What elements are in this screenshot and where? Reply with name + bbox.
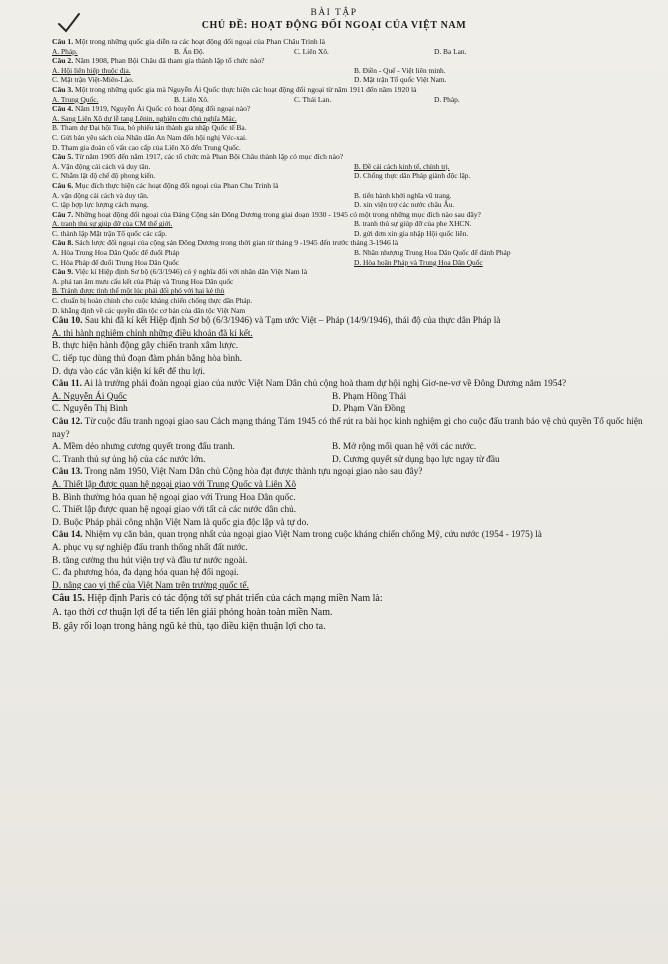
option-8d[interactable]: D. Hòa hoãn Pháp và Trung Hoa Dân Quốc bbox=[354, 257, 483, 267]
question-2: Câu 2. Năm 1908, Phan Bội Châu đã tham gia thành lập tổ chức nào? bbox=[52, 56, 265, 66]
question-1: Câu 1. Một trong những quốc gia diễn ra các hoạt động đối ngoại của Phan Châu Trinh là bbox=[52, 37, 326, 46]
question-5: Câu 5. Từ năm 1905 đến năm 1917, các tổ chức mà Phan Bội Châu thành lập có mục đích nào? bbox=[52, 152, 344, 162]
options-8 bbox=[52, 248, 656, 267]
option-13a[interactable]: A. Thiết lập được quan hệ ngoại giao với Trung Quốc và Liên Xô bbox=[52, 479, 296, 490]
option-13c[interactable]: C. Thiết lập được quan hệ ngoại giao với tất cả các nước dân chủ. bbox=[52, 505, 297, 516]
option-7c[interactable]: C. thành lập Mặt trận Tổ quốc các cấp. bbox=[52, 228, 167, 238]
option-10b[interactable]: B. thực hiện hành động gây chiến tranh xâm lược. bbox=[52, 341, 239, 352]
option-12d[interactable]: D. Cương quyết sử dụng bạo lực ngay từ đầu bbox=[332, 454, 500, 465]
option-1c[interactable]: C. Liên Xô. bbox=[294, 46, 329, 56]
question-8: Câu 8. Sách lược đối ngoại của cộng sản Đông Dương trong thời gian từ tháng 9 -1945 đến trước tháng 3-1946 là bbox=[52, 238, 399, 248]
lower-section bbox=[52, 315, 656, 592]
options-5 bbox=[52, 162, 656, 181]
option-6d[interactable]: D. xin viện trợ các nước châu Âu. bbox=[354, 200, 455, 210]
option-4c[interactable]: C. Gửi bản yêu sách của Nhân dân An Nam đến hội nghị Véc-xai. bbox=[52, 132, 247, 142]
option-11a[interactable]: A. Nguyễn Ái Quốc bbox=[52, 391, 127, 402]
option-7b[interactable]: B. tranh thủ sự giúp đỡ của phe XHCN. bbox=[354, 219, 472, 229]
option-10c[interactable]: C. tiếp tục dùng thủ đoạn đàm phán bằng hòa bình. bbox=[52, 354, 243, 364]
question-12: Câu 12. Từ cuộc đấu tranh ngoại giao sau Cách mạng tháng Tám 1945 có thể rút ra bài học kinh nghiệm gì cho cuộc đấu tranh bảo vệ chủ quyền Tổ quốc hiện nay? bbox=[52, 416, 643, 440]
option-11b[interactable]: B. Phạm Hồng Thái bbox=[332, 391, 407, 402]
question-15: Câu 15. Hiệp định Paris có tác động tới sự phát triển của cách mạng miền Nam là: bbox=[52, 593, 383, 605]
question-13: Câu 13. Trong năm 1950, Việt Nam Dân chủ Cộng hòa đạt được thành tựu ngoại giao nào sau đây? bbox=[52, 467, 423, 478]
option-10d[interactable]: D. dựa vào các văn kiện kí kết để thu lợi. bbox=[52, 366, 205, 377]
option-14c[interactable]: C. đa phương hóa, đa dạng hóa quan hệ đối ngoại. bbox=[52, 568, 239, 579]
option-6a[interactable]: A. vận động cải cách và duy tân. bbox=[52, 190, 149, 200]
option-5c[interactable]: C. Nhằm lật độ chế độ phong kiến. bbox=[52, 171, 156, 181]
option-5d[interactable]: D. Chống thực dân Pháp giành độc lập. bbox=[354, 171, 471, 181]
option-14d[interactable]: D. nâng cao vị thế của Việt Nam trên trường quốc tế. bbox=[52, 580, 249, 591]
option-14a[interactable]: A. phục vụ sự nghiệp đấu tranh thống nhất đất nước. bbox=[52, 542, 248, 553]
option-1a[interactable]: A. Pháp. bbox=[52, 46, 78, 56]
option-10a[interactable]: A. thi hành nghiêm chỉnh những điều khoản đã kí kết. bbox=[52, 328, 253, 339]
option-4d[interactable]: D. Tham gia đoàn cố vấn cao cấp của Liên Xô đến Trung Quốc. bbox=[52, 142, 241, 152]
option-2d[interactable]: D. Mặt trận Tổ quốc Việt Nam. bbox=[354, 75, 447, 85]
option-8a[interactable]: A. Hòa Trung Hoa Dân Quốc để đuổi Pháp bbox=[52, 248, 180, 258]
question-9: Câu 9. Việc kí Hiệp định Sơ bộ (6/3/1946) có ý nghĩa đối với nhân dân Việt Nam là bbox=[52, 267, 308, 277]
option-3b[interactable]: B. Liên Xô. bbox=[174, 94, 209, 104]
option-2c[interactable]: C. Mặt trận Việt-Miên-Lào. bbox=[52, 75, 134, 85]
option-13d[interactable]: D. Buộc Pháp phải công nhận Việt Nam là quốc gia độc lập và tự do. bbox=[52, 517, 309, 528]
question-14: Câu 14. Nhiệm vụ căn bản, quan trọng nhất của ngoại giao Việt Nam trong cuộc kháng chiến chống Mỹ, cứu nước (1954 - 1975) là bbox=[52, 530, 542, 541]
question-11: Câu 11. Ai là trưởng phái đoàn ngoại giao của nước Việt Nam Dân chủ cộng hoà tham dự hội nghị Giơ-ne-vơ về Đông Dương năm 1954? bbox=[52, 379, 567, 390]
options-2 bbox=[52, 66, 656, 85]
topic-heading: CHỦ ĐỀ: HOẠT ĐỘNG ĐỐI NGOẠI CỦA VIỆT NAM bbox=[201, 20, 467, 31]
options-7 bbox=[52, 219, 656, 238]
option-12a[interactable]: A. Mềm dẻo nhưng cương quyết trong đấu tranh. bbox=[52, 442, 235, 453]
options-6 bbox=[52, 191, 656, 210]
option-8b[interactable]: B. Nhân nhượng Trung Hoa Dân Quốc để đánh Pháp bbox=[354, 248, 511, 258]
options-12 bbox=[52, 441, 656, 466]
option-4b[interactable]: B. Tham dự Đại hội Tua, bỏ phiếu tán thành gia nhập Quốc tế Ba. bbox=[52, 123, 247, 133]
options-11 bbox=[52, 391, 656, 416]
last-question-section bbox=[52, 592, 656, 633]
option-15b[interactable]: B. gây rối loạn trong hàng ngũ kẻ thù, tạo điều kiện thuận lợi cho ta. bbox=[52, 620, 326, 632]
option-3c[interactable]: C. Thái Lan. bbox=[294, 94, 332, 104]
option-2b[interactable]: B. Điền - Quế - Việt liên minh. bbox=[354, 65, 446, 75]
option-7a[interactable]: A. tranh thủ sự giúp đỡ của CM thế giới. bbox=[52, 219, 173, 229]
option-8c[interactable]: C. Hòa Pháp để đuổi Trung Hoa Dân Quốc bbox=[52, 257, 180, 267]
option-9b[interactable]: B. Tránh được tình thế một lúc phải đối phó với hai kẻ thù bbox=[52, 286, 225, 296]
question-4: Câu 4. Năm 1919, Nguyễn Ái Quốc có hoạt động đối ngoại nào? bbox=[52, 104, 251, 114]
option-1d[interactable]: D. Ba Lan. bbox=[434, 46, 467, 56]
options-1 bbox=[52, 47, 656, 57]
option-7d[interactable]: D. gửi đơn xin gia nhập Hội quốc liên. bbox=[354, 228, 469, 238]
option-12b[interactable]: B. Mở rộng mối quan hệ với các nước. bbox=[332, 442, 477, 453]
options-3 bbox=[52, 95, 656, 105]
option-11d[interactable]: D. Phạm Văn Đồng bbox=[332, 404, 406, 415]
option-5a[interactable]: A. Vận động cải cách và duy tân. bbox=[52, 161, 151, 171]
option-3d[interactable]: D. Pháp. bbox=[434, 94, 460, 104]
option-9c[interactable]: C. chuẩn bị hoàn chỉnh cho cuộc kháng chiến chống thực dân Pháp. bbox=[52, 296, 253, 306]
option-13b[interactable]: B. Bình thường hóa quan hệ ngoại giao với Trung Hoa Dân quốc. bbox=[52, 492, 296, 503]
option-6b[interactable]: B. tiến hành khởi nghĩa vũ trang. bbox=[354, 190, 452, 200]
question-6: Câu 6. Mục đích thực hiện các hoạt động đối ngoại của Phan Chu Trinh là bbox=[52, 180, 279, 190]
question-3: Câu 3. Một trong những quốc gia mà Nguyễn Ái Quốc thực hiện các hoạt động đối ngoại từ năm 1911 đến năm 1920 là bbox=[52, 84, 417, 94]
question-list bbox=[52, 37, 656, 634]
question-7: Câu 7. Những hoạt động đối ngoại của Đảng Cộng sản Đông Dương trong giai đoạn 1930 - 1945 có một trong những mục đích nào sau đây? bbox=[52, 209, 481, 219]
option-15a[interactable]: A. tạo thời cơ thuận lợi để ta tiến lên giải phóng hoàn toàn miền Nam. bbox=[52, 607, 333, 619]
option-4a[interactable]: A. Sang Liên Xô dự lễ tang Lênin, nghiên cứu chủ nghĩa Mác. bbox=[52, 113, 237, 123]
option-11c[interactable]: C. Nguyễn Thị Bình bbox=[52, 404, 128, 415]
option-1b[interactable]: B. Ấn Độ. bbox=[174, 46, 205, 56]
option-9a[interactable]: A. phá tan âm mưu cấu kết của Pháp và Trung Hoa Dân quốc bbox=[52, 276, 234, 286]
option-12c[interactable]: C. Tranh thủ sự ủng hộ của các nước lớn. bbox=[52, 454, 206, 465]
question-10: Câu 10. Sau khi đã kí kết Hiệp định Sơ bộ (6/3/1946) và Tạm ước Việt – Pháp (14/9/1946), thái độ của thực dân Pháp là bbox=[52, 316, 501, 327]
option-9d[interactable]: D. khẳng định về các quyền dân tộc cơ bản của dân tộc Việt Nam bbox=[52, 305, 246, 315]
option-2a[interactable]: A. Hội liên hiệp thuộc địa. bbox=[52, 65, 131, 75]
option-3a[interactable]: A. Trung Quốc. bbox=[52, 94, 99, 104]
option-14b[interactable]: B. tăng cường thu hút viện trợ và đầu tư nước ngoài. bbox=[52, 555, 248, 566]
option-6c[interactable]: C. tập hợp lực lượng cách mạng. bbox=[52, 200, 149, 210]
worksheet-title: BÀI TẬP bbox=[310, 8, 358, 18]
option-5b[interactable]: B. Đề cải cách kinh tế, chính trị. bbox=[354, 161, 450, 171]
